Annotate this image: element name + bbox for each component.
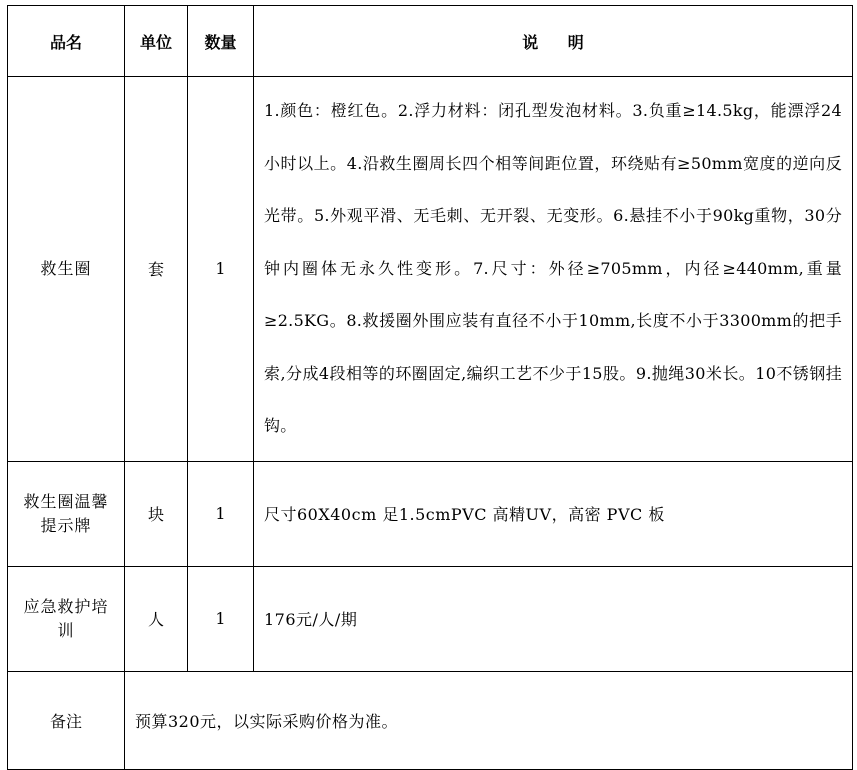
remark-row (8, 671, 853, 769)
header-unit: 单位 (125, 6, 188, 77)
table-row (8, 77, 853, 462)
item-desc: 176元/人/期 (254, 566, 853, 671)
item-name: 应急救护培训 (8, 566, 125, 671)
remark-text: 预算320元，以实际采购价格为准。 (125, 671, 853, 769)
item-name: 救生圈温馨提示牌 (8, 461, 125, 566)
item-desc: 尺寸60X40cm 足1.5cmPVC 高精UV，高密 PVC 板 (254, 461, 853, 566)
header-desc: 说 明 (254, 6, 853, 77)
header-name: 品名 (8, 6, 125, 77)
header-qty: 数量 (188, 6, 254, 77)
item-name: 救生圈 (8, 77, 125, 462)
item-qty: 1 (188, 461, 254, 566)
item-unit: 块 (125, 461, 188, 566)
remark-label: 备注 (8, 671, 125, 769)
item-desc: 1.颜色：橙红色。2.浮力材料：闭孔型发泡材料。3.负重≥14.5kg，能漂浮24小时以上。4.沿救生圈周长四个相等间距位置，环绕贴有≥50mm宽度的逆向反光带。5.外观平滑、无毛刺、无开裂、无变形。6.悬挂不小于90kg重物，30分钟内圈体无永久性变形。7.尺寸：外径≥705mm，内径≥440mm,重量≥2.5KG。8.救援圈外围应装有直径不小于10mm,长度不小于3300mm的把手索,分成4段相等的环圈固定,编织工艺不少于15股。9.抛绳30米长。10不锈钢挂钩。 (254, 77, 853, 462)
item-unit: 套 (125, 77, 188, 462)
item-qty: 1 (188, 77, 254, 462)
item-qty: 1 (188, 566, 254, 671)
item-unit: 人 (125, 566, 188, 671)
spec-table (7, 5, 853, 770)
table-row (8, 566, 853, 671)
header-row (8, 6, 853, 77)
table-row (8, 461, 853, 566)
